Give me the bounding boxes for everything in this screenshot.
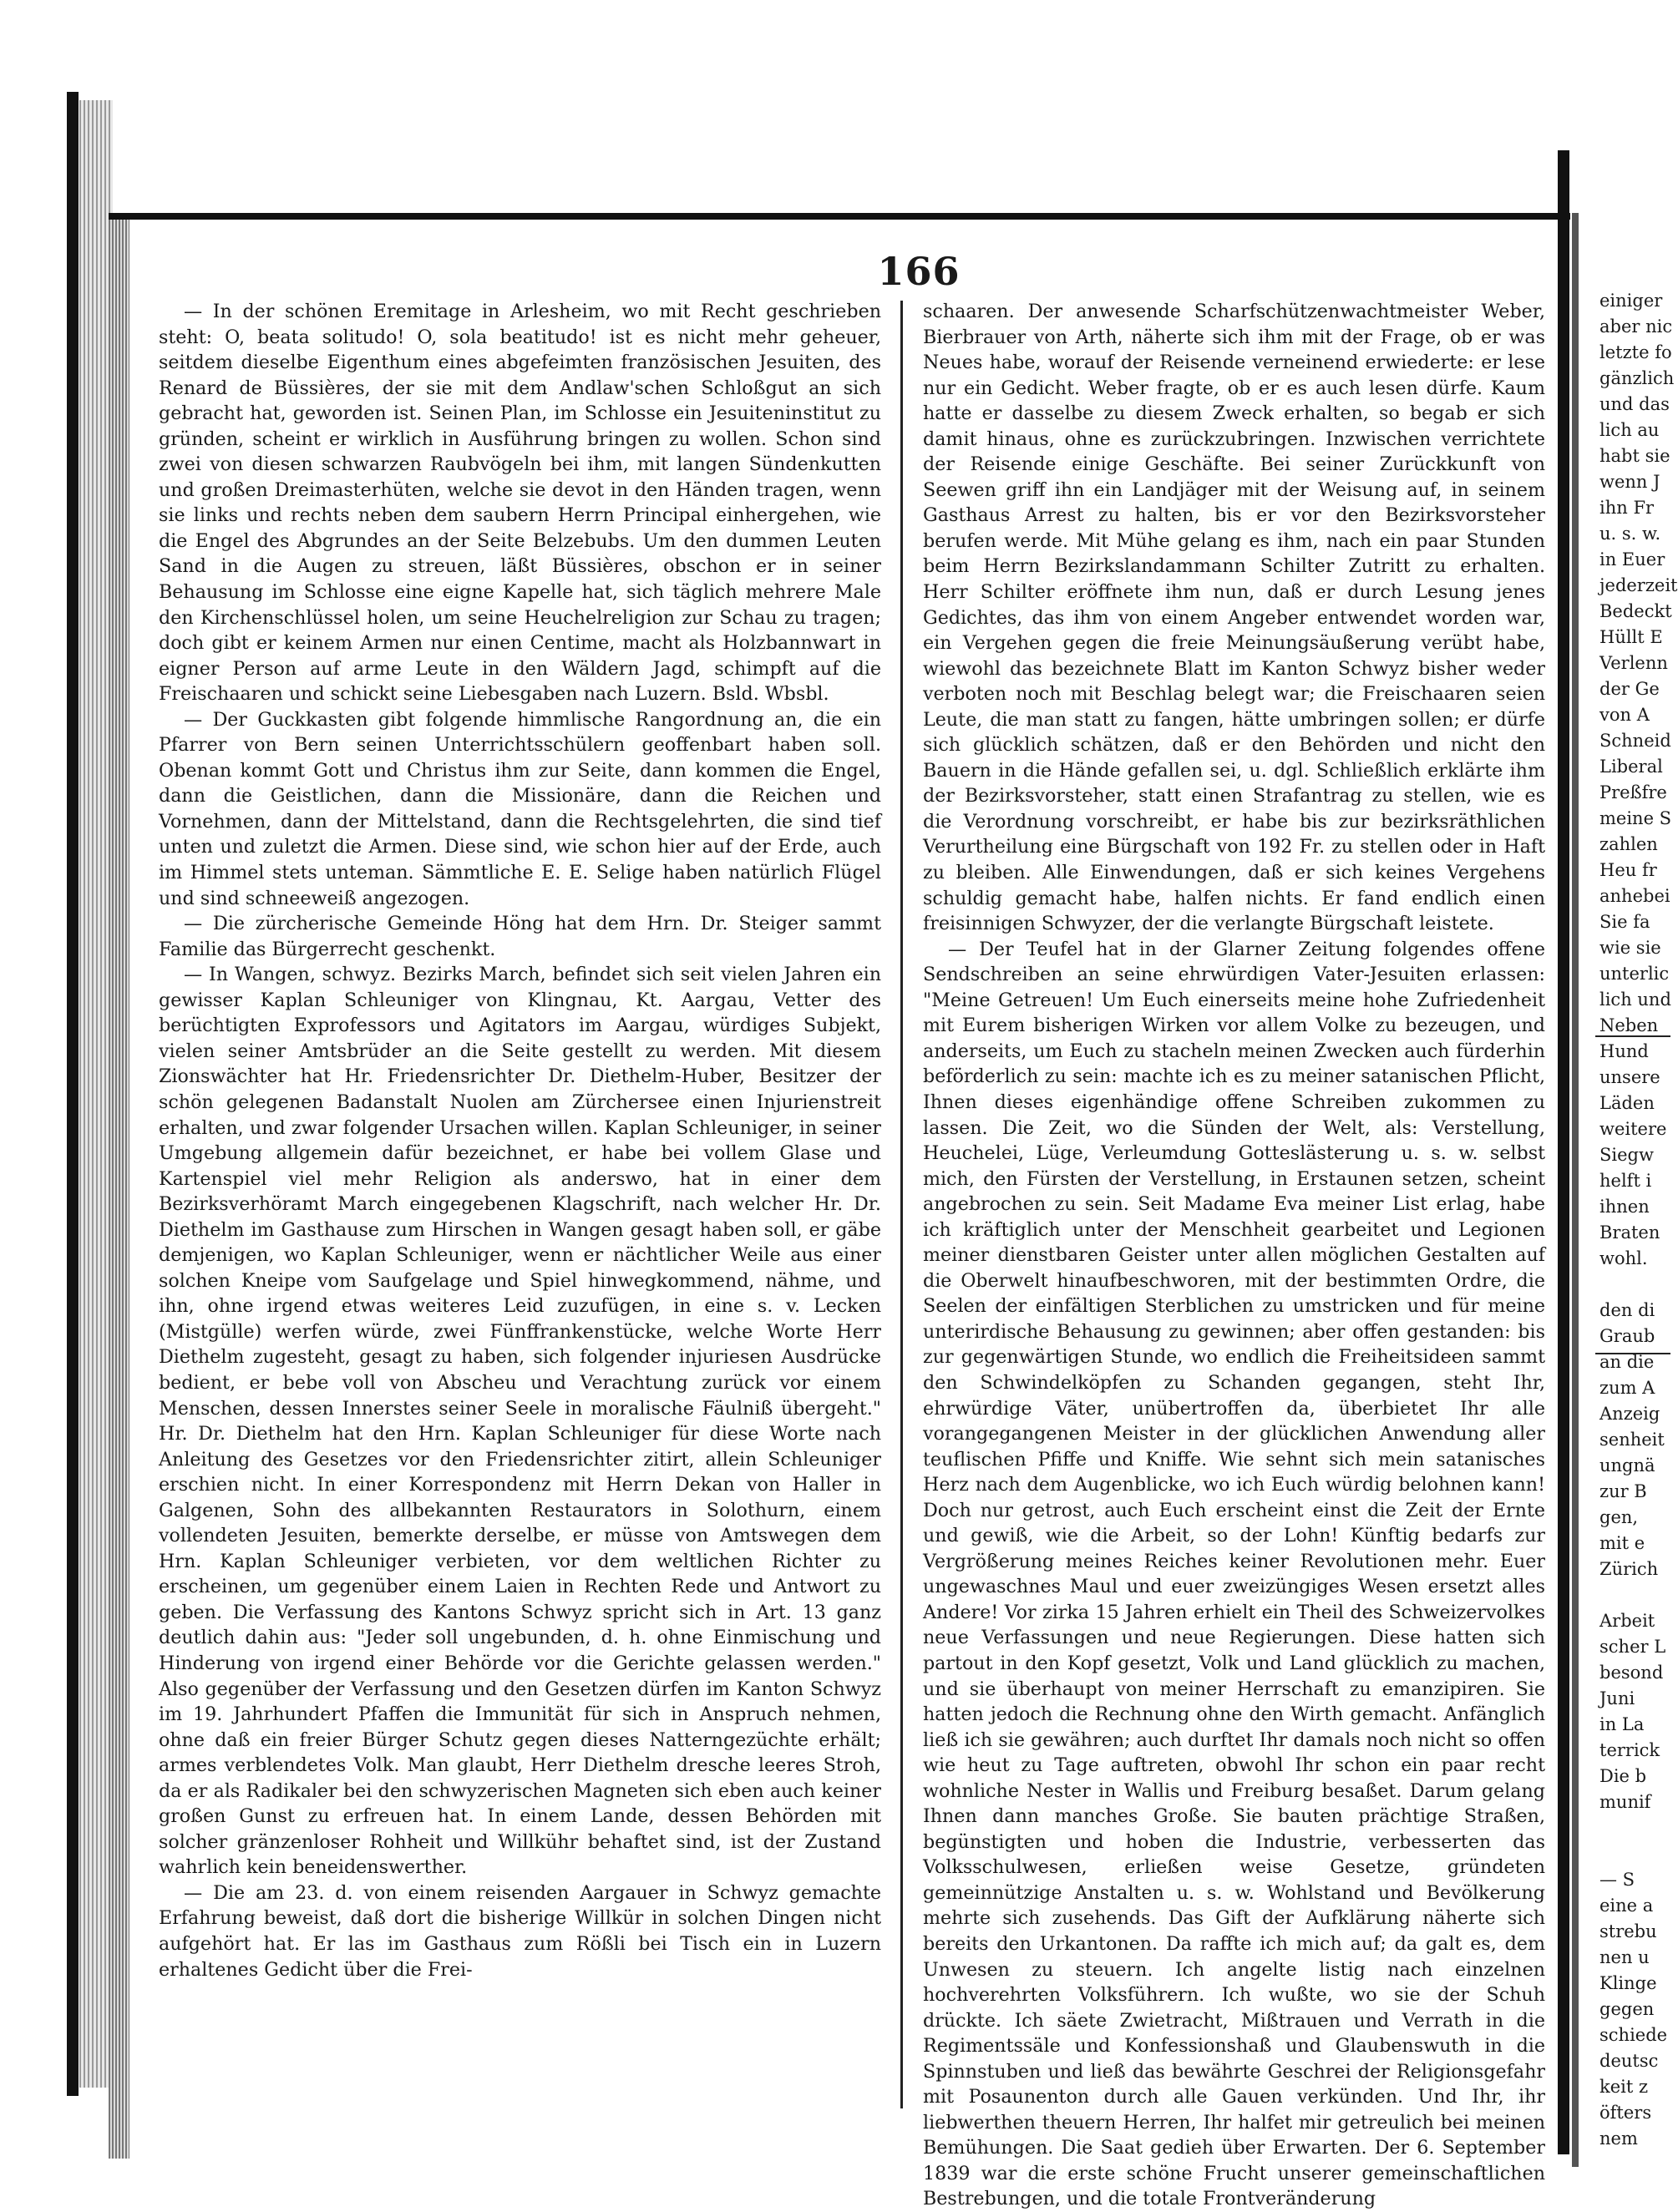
fragment-line: von A <box>1599 705 1650 725</box>
fragment-line: unsere <box>1599 1067 1660 1087</box>
fragment-line: der Ge <box>1599 679 1660 699</box>
fragment-line: lich au <box>1599 420 1660 440</box>
fragment-line: gegen <box>1599 1999 1655 2019</box>
fragment-line: letzte fo <box>1599 342 1672 362</box>
fragment-line: strebu <box>1599 1921 1657 1941</box>
fragment-line: Siegw <box>1599 1145 1654 1165</box>
fragment-line: ungnä <box>1599 1455 1655 1476</box>
fragment-line: — S <box>1599 1870 1635 1890</box>
fragment-line: Liberal <box>1599 757 1663 777</box>
adjacent-page-fragment-column <box>1599 288 1678 2149</box>
fragment-line: einiger <box>1599 291 1663 311</box>
fragment-line: Schneid <box>1599 731 1671 751</box>
article-paragraph: — Die am 23. d. von einem reisenden Aargauer in Schwyz gemachte Erfahrung beweist, daß dort die bisherige Willkür in solchen Dingen nicht aufgehört hat. Er las im Gasthaus zum Rößli bei Tisch ein in Luzern erhaltenes Gedicht über die Frei- <box>159 1881 881 1981</box>
fragment-line: scher L <box>1599 1637 1666 1657</box>
fragment-line: munif <box>1599 1792 1651 1812</box>
fragment-line: an die <box>1599 1352 1655 1372</box>
article-paragraph: schaaren. Der anwesende Scharfschützenwachtmeister Weber, Bierbrauer von Arth, näherte sich ihm mit der Frage, ob er was Neues habe, worauf der Reisende verneinend erwiederte: er lese nur ein Gedicht. Weber fragte, ob er es auch lesen dürfe. Kaum hatte er dasselbe zu diesem Zweck erhalten, so begab er sich damit hinaus, ohne es zurückzubringen. Inzwischen verrichtete der Reisende einige Geschäfte. Bei seiner Zurückkunft von Seewen griff ihn ein Landjäger mit der Weisung auf, in seinem Gasthaus Arrest zu halten, bis er vor den Bezirksvorsteher berufen werde. Mit Mühe gelang es ihm, nach ein paar Stunden beim Herrn Bezirkslandammann Schilter Zutritt zu erhalten. Herr Schilter eröffnete ihm nun, daß er durch Lesung jenes Gedichtes, das ihm von einem Angeber entwendet worden war, ein Vergehen gegen die freie Meinungsäußerung verübt habe, wiewohl das bezeichnete Blatt im Kanton Schwyz bisher weder verboten noch mit Beschlag belegt war; die Freischaaren seien Leute, die man statt zu fangen, hätte umbringen sollen; er dürfe sich glücklich schätzen, daß er den Behörden und nicht den Bauern in die Hände gefallen sei, u. dgl. Schließlich erklärte ihm der Bezirksvorsteher, statt einen Strafantrag zu stellen, wie es die Verordnung vorschreibt, er habe bis zur bezirksräthlichen Verurtheilung eine Bürgschaft von 192 Fr. zu stellen oder in Haft zu bleiben. Alle Einwendungen, daß er sich keines Vergehens schuldig gemacht habe, halfen nichts. Er fand endlich einen freisinnigen Schwyzer, der die verlangte Bürgschaft leistete. <box>923 301 1545 935</box>
book-page-edges <box>109 213 129 2159</box>
article-paragraph: — In der schönen Eremitage in Arlesheim, wo mit Recht geschrieben steht: O, beata solitudo! O, sola beatitudo! ist es nicht mehr geheuer, seitdem dieselbe Eigenthum eines abgefeimten französischen Jesuiten, des Renard de Büssières, der sie mit dem Andlaw'schen Schloßgut an sich gebracht hat, geworden ist. Seinen Plan, im Schlosse ein Jesuiteninstitut zu gründen, scheint er wirklich in Ausführung bringen zu wollen. Schon sind zwei von diesen schwarzen Raubvögeln bei ihm, mit langen Sündenkutten und großen Dreimasterhüten, welche sie devot in den Händen tragen, wenn sie links und rechts neben dem saubern Herrn Principal einhergehen, wie die Engel des Abgrundes an der Seite Belzebubs. Um den dummen Leuten Sand in die Augen zu streuen, läßt Büssières, obschon er in seiner Behausung im Schlosse eine eigne Kapelle hat, sich täglich mehrere Male den Kirchenschlüssel holen, um seine Heuchelreligion zur Schau zu tragen; doch gibt er keinem Armen nur einen Centime, macht als Holzbannwart in eigner Person auf arme Leute in den Wäldern Jagd, schimpft auf die Freischaaren und schickt seine Liebesgaben nach Luzern. Bsld. Wbsbl. <box>159 301 881 706</box>
book-gutter-shadow <box>1572 213 1579 2167</box>
fragment-line: deutsc <box>1599 2051 1659 2071</box>
fragment-line: gen, <box>1599 1507 1639 1527</box>
right-text-column <box>923 299 1545 2210</box>
fragment-line: zum A <box>1599 1378 1655 1398</box>
fragment-line: keit z <box>1599 2077 1649 2097</box>
article-paragraph: — Der Guckkasten gibt folgende himmlische Rangordnung an, die ein Pfarrer von Bern seinen Unterrichtsschülern geoffenbart haben soll. Obenan kommt Gott und Christus ihm zur Seite, dann kommen die Engel, dann die Geistlichen, dann die Missionäre, dann die Reichen und Vornehmen, dann der Mittelstand, dann die Rechtsgelehrten, die sind tief unten und zuletzt die Armen. Diese sind, wie schon hier auf der Erde, auch im Himmel stets unteman. Sämmtliche E. E. Selige haben natürlich Flügel und sind schneeweiß angezogen. <box>159 708 881 909</box>
fragment-line: und das <box>1599 394 1670 414</box>
fragment-line: weitere <box>1599 1119 1667 1139</box>
fragment-line: eine a <box>1599 1896 1654 1916</box>
fragment-line: Anzeig <box>1599 1404 1660 1424</box>
fragment-line <box>1599 1815 1670 1841</box>
fragment-line: Preßfre <box>1599 782 1667 802</box>
fragment-line: Die b <box>1599 1766 1647 1786</box>
fragment-line: Läden <box>1599 1093 1655 1113</box>
article-paragraph: — Der Teufel hat in der Glarner Zeitung folgendes offene Sendschreiben an seine ehrwürdigen Vater-Jesuiten erlassen: "Meine Getreuen! Um Euch einerseits meine hohe Zufriedenheit mit Eurem bisherigen Wirken vor allem Volke zu bezeugen, und anderseits, um Euch zu stacheln meinen Zwecken auch fürderhin beförderlich zu sein: machte ich es zu meiner satanischen Pflicht, Ihnen dieses eigenhändige offene Schreiben zukommen zu lassen. Die Zeit, wo die Sünden der Welt, als: Verstellung, Heuchelei, Lüge, Verleumdung Gotteslästerung u. s. w. selbst mich, den Fürsten der Verstellung, in Erstaunen setzen, scheint angebrochen zu sein. Seit Madame Eva meiner List erlag, habe ich kräftiglich unter der Menschheit gearbeitet und Legionen meiner dienstbaren Geister unter allen möglichen Gestalten auf die Oberwelt hinaufbeschworen, mit der bestimmten Ordre, die Seelen der einfältigen Sterblichen zu umstricken und für meine unterirdische Behausung zu gewinnen; aber offen gestanden: bis zur gegenwärtigen Stunde, wo endlich die Freiheitsideen sammt den Schwindelköpfen zu Schanden gegangen, steht Ihr, ehrwürdige Väter, unübertroffen da, überbietet Ihr alle vorangegangenen Meister in der glücklichen Anwendung aller teuflischen Pfiffe und Kniffe. Wie sehnt sich mein satanisches Herz nach dem Augenblicke, wo ich Euch würdig belohnen kann! Doch nur getrost, auch Euch erscheint einst die Zeit der Ernte und gewiß, wie die Arbeit, so der Lohn! Künftig bedarfs zur Vergrößerung meines Reiches keiner Revolutionen mehr. Euer ungewaschnes Maul und euer zweizüngiges Wesen ersetzt alles Andere! Vor zirka 15 Jahren erhielt ein Theil des Schweizervolkes neue Verfassungen und neue Regierungen. Diese hatten sich partout in den Kopf gesetzt, Volk und Land glücklich zu machen, und sie überhaupt von meiner Herrschaft zu emanzipiren. Sie hatten jedoch die Rechnung ohne den Wirth gemacht. Anfänglich ließ ich sie gewähren; auch durftet Ihr damals noch nicht so offen wie heut zu Tage auftreten, obwohl Ihr schon ein paar recht wohnliche Nester in Wallis und Freiburg besaßet. Darum gelang Ihnen dann manches Große. Sie bauten prächtige Straßen, begünstigten und hoben die Industrie, verbesserten das Volksschulwesen, erließen weise Gesetze, gründeten gemeinnützige Anstalten u. s. w. Wohlstand und Bevölkerung mehrte sich zusehends. Das Gift der Aufklärung näherte sich bereits den Urkantonen. Da raffte ich mich auf; da galt es, dem Unwesen zu steuern. Ich angelte listig nach einzelnen hochverehrten Volksführern. Ich wußte, wo sie der Schuh drückte. Ich säete Zwietracht, Mißtrauen und Verrath in die Regimentssäle und Konfessionshaß und Glaubenswuth in die Spinnstuben und ließ das bewährte Geschrei der Religionsgefahr mit Posaunenton durch alle Gauen verkünden. Und Ihr, ihr liebwerthen theuern Herren, Ihr halfet mir getreulich bei meinen Bemühungen. Die Saat gedieh über Erwarten. Der 6. September 1839 war die erste schöne Frucht unserer gemeinschaftlichen Bestrebungen, und die totale Frontveränderung <box>923 938 1545 2210</box>
fragment-line: aber nic <box>1599 316 1673 337</box>
fragment-line: zur B <box>1599 1481 1647 1501</box>
fragment-line: Neben <box>1599 1015 1659 1035</box>
article-paragraph: — In Wangen, schwyz. Bezirks March, befindet sich seit vielen Jahren ein gewisser Kaplan Schleuniger von Klingnau, Kt. Aargau, Vetter des berüchtigten Exprofessors und Agitators im Aargau, würdiges Subjekt, vielen seiner Amtsbrüder an die Seite gestellt zu werden. Mit diesem Zionswächter hat Hr. Friedensrichter Dr. Diethelm-Huber, Besitzer der schön gelegenen Badanstalt Nuolen am Zürchersee einen Injurienstreit erhalten, und zwar folgender Ursachen willen. Kaplan Schleuniger, in seiner Umgebung allgemein dafür bezeichnet, er habe bei vollem Glase und Kartenspiel viel mehr Religion als anderswo, hat in einer dem Bezirksverhöramt March eingegebenen Klagschrift, nach welcher Hr. Dr. Diethelm im Gasthause zum Hirschen in Wangen gesagt haben soll, er gäbe demjenigen, wo Kaplan Schleuniger, wenn er nächtlicher Weile aus einer solchen Kneipe vom Saufgelage und Spiel hinwegkommend, nähme, und ihn, ohne irgend etwas weiteres Leid zuzufügen, in eine s. v. Lecken (Mistgülle) werfen würde, zwei Fünffrankenstücke, welche Worte Herr Diethelm zugesteht, gesagt zu haben, sich folgender injuriesen Ausdrücke bedient, er bebe voll von Abscheu und Verachtung zurück vor einem Menschen, dessen Innerstes seiner Seele in moralische Fäulniß übergeht." Hr. Dr. Diethelm hat den Hrn. Kaplan Schleuniger für diese Worte nach Anleitung des Gesetzes vor den Friedensrichter zitirt, allein Schleuniger erschien nicht. In einer Korrespondenz mit Herrn Dekan von Haller in Galgenen, Sohn des allbekannten Restaurators in Solothurn, einem vollendeten Jesuiten, bemerkte derselbe, er müsse von Amtswegen dem Hrn. Kaplan Schleuniger verbieten, vor dem weltlichen Richter zu erscheinen, um gegenüber einem Laien in Rechten Rede und Antwort zu geben. Die Verfassung des Kantons Schwyz spricht sich in Art. 13 ganz deutlich dahin aus: "Jeder soll ungebunden, d. h. ohne Einmischung und Hinderung von irgend einer Behörde vor die Gerichte gelassen werden." Also gegenüber der Verfassung und den Gesetzen dürfen im Kanton Schwyz im 19. Jahrhundert Pfaffen die Immunität für sich in Anspruch nehmen, ohne daß ein freier Bürger Schutz gegen dieses Natterngezüchte erhält; armes verblendetes Volk. Man glaubt, Herr Diethelm dresche leeres Stroh, da er als Radikaler bei den schwyzerischen Magneten sich eben auch keiner großen Gunst zu erfreuen hat. In einem Lande, dessen Behörden mit solcher gränzenloser Rohheit und Willkühr behaftet sind, ist der Zustand wahrlich kein beneidenswerther. <box>159 964 881 1879</box>
fragment-line: Sie fa <box>1599 912 1650 932</box>
fragment-line <box>1599 1582 1670 1608</box>
fragment-line: Bedeckt <box>1599 601 1672 621</box>
fragment-line: nen u <box>1599 1947 1650 1967</box>
column-divider <box>900 301 903 2108</box>
fragment-line: senheit <box>1599 1430 1665 1450</box>
fragment-line: terrick <box>1599 1740 1660 1760</box>
fragment-line: helft i <box>1599 1171 1652 1191</box>
article-paragraph: — Die zürcherische Gemeinde Höng hat dem Hrn. Dr. Steiger sammt Familie das Bürgerrecht geschenkt. <box>159 913 881 960</box>
fragment-line: Hüllt E <box>1599 627 1663 647</box>
fragment-line: Braten <box>1599 1222 1660 1243</box>
page-top-border <box>109 213 1570 220</box>
fragment-line: in Euer <box>1599 549 1665 569</box>
fragment-line: Juni <box>1599 1688 1635 1708</box>
fragment-line: Heu fr <box>1599 860 1657 880</box>
fragment-line: Zürich <box>1599 1559 1659 1579</box>
fragment-line: den di <box>1599 1300 1655 1320</box>
fragment-line: unterlic <box>1599 964 1670 984</box>
scan-left-edge <box>67 92 79 2096</box>
fragment-line: wenn J <box>1599 472 1660 492</box>
fragment-line: wie sie <box>1599 938 1661 958</box>
fragment-line: nem <box>1599 2128 1638 2149</box>
fragment-line: mit e <box>1599 1533 1645 1553</box>
fragment-line <box>1599 1272 1670 1298</box>
fragment-line: zahlen <box>1599 834 1658 854</box>
fragment-line: ihnen <box>1599 1197 1650 1217</box>
fragment-line: u. s. w. <box>1599 524 1661 544</box>
fragment-line: schiede <box>1599 2025 1668 2045</box>
fragment-line: Hund <box>1599 1041 1649 1061</box>
book-gutter <box>1558 150 1569 2154</box>
left-text-column <box>159 299 881 2111</box>
fragment-line <box>1599 1841 1670 1867</box>
fragment-line: Graub <box>1599 1326 1655 1346</box>
fragment-line: meine S <box>1599 808 1672 828</box>
scan-left-pages <box>79 100 113 2088</box>
fragment-line: lich und <box>1599 990 1671 1010</box>
fragment-line: habt sie <box>1599 446 1670 466</box>
fragment-line: jederzeit <box>1599 575 1678 595</box>
fragment-line: öfters <box>1599 2103 1652 2123</box>
fragment-line: besond <box>1599 1663 1664 1683</box>
fragment-line: Verlenn <box>1599 653 1668 673</box>
fragment-line: ihn Fr <box>1599 498 1655 518</box>
page-number: 166 <box>877 249 961 294</box>
fragment-line: in La <box>1599 1714 1645 1734</box>
fragment-line: anhebei <box>1599 886 1670 906</box>
fragment-line: Klinge <box>1599 1973 1657 1993</box>
fragment-line: Arbeit <box>1599 1611 1655 1631</box>
fragment-line: wohl. <box>1599 1248 1648 1268</box>
fragment-line: gänzlich <box>1599 368 1675 388</box>
